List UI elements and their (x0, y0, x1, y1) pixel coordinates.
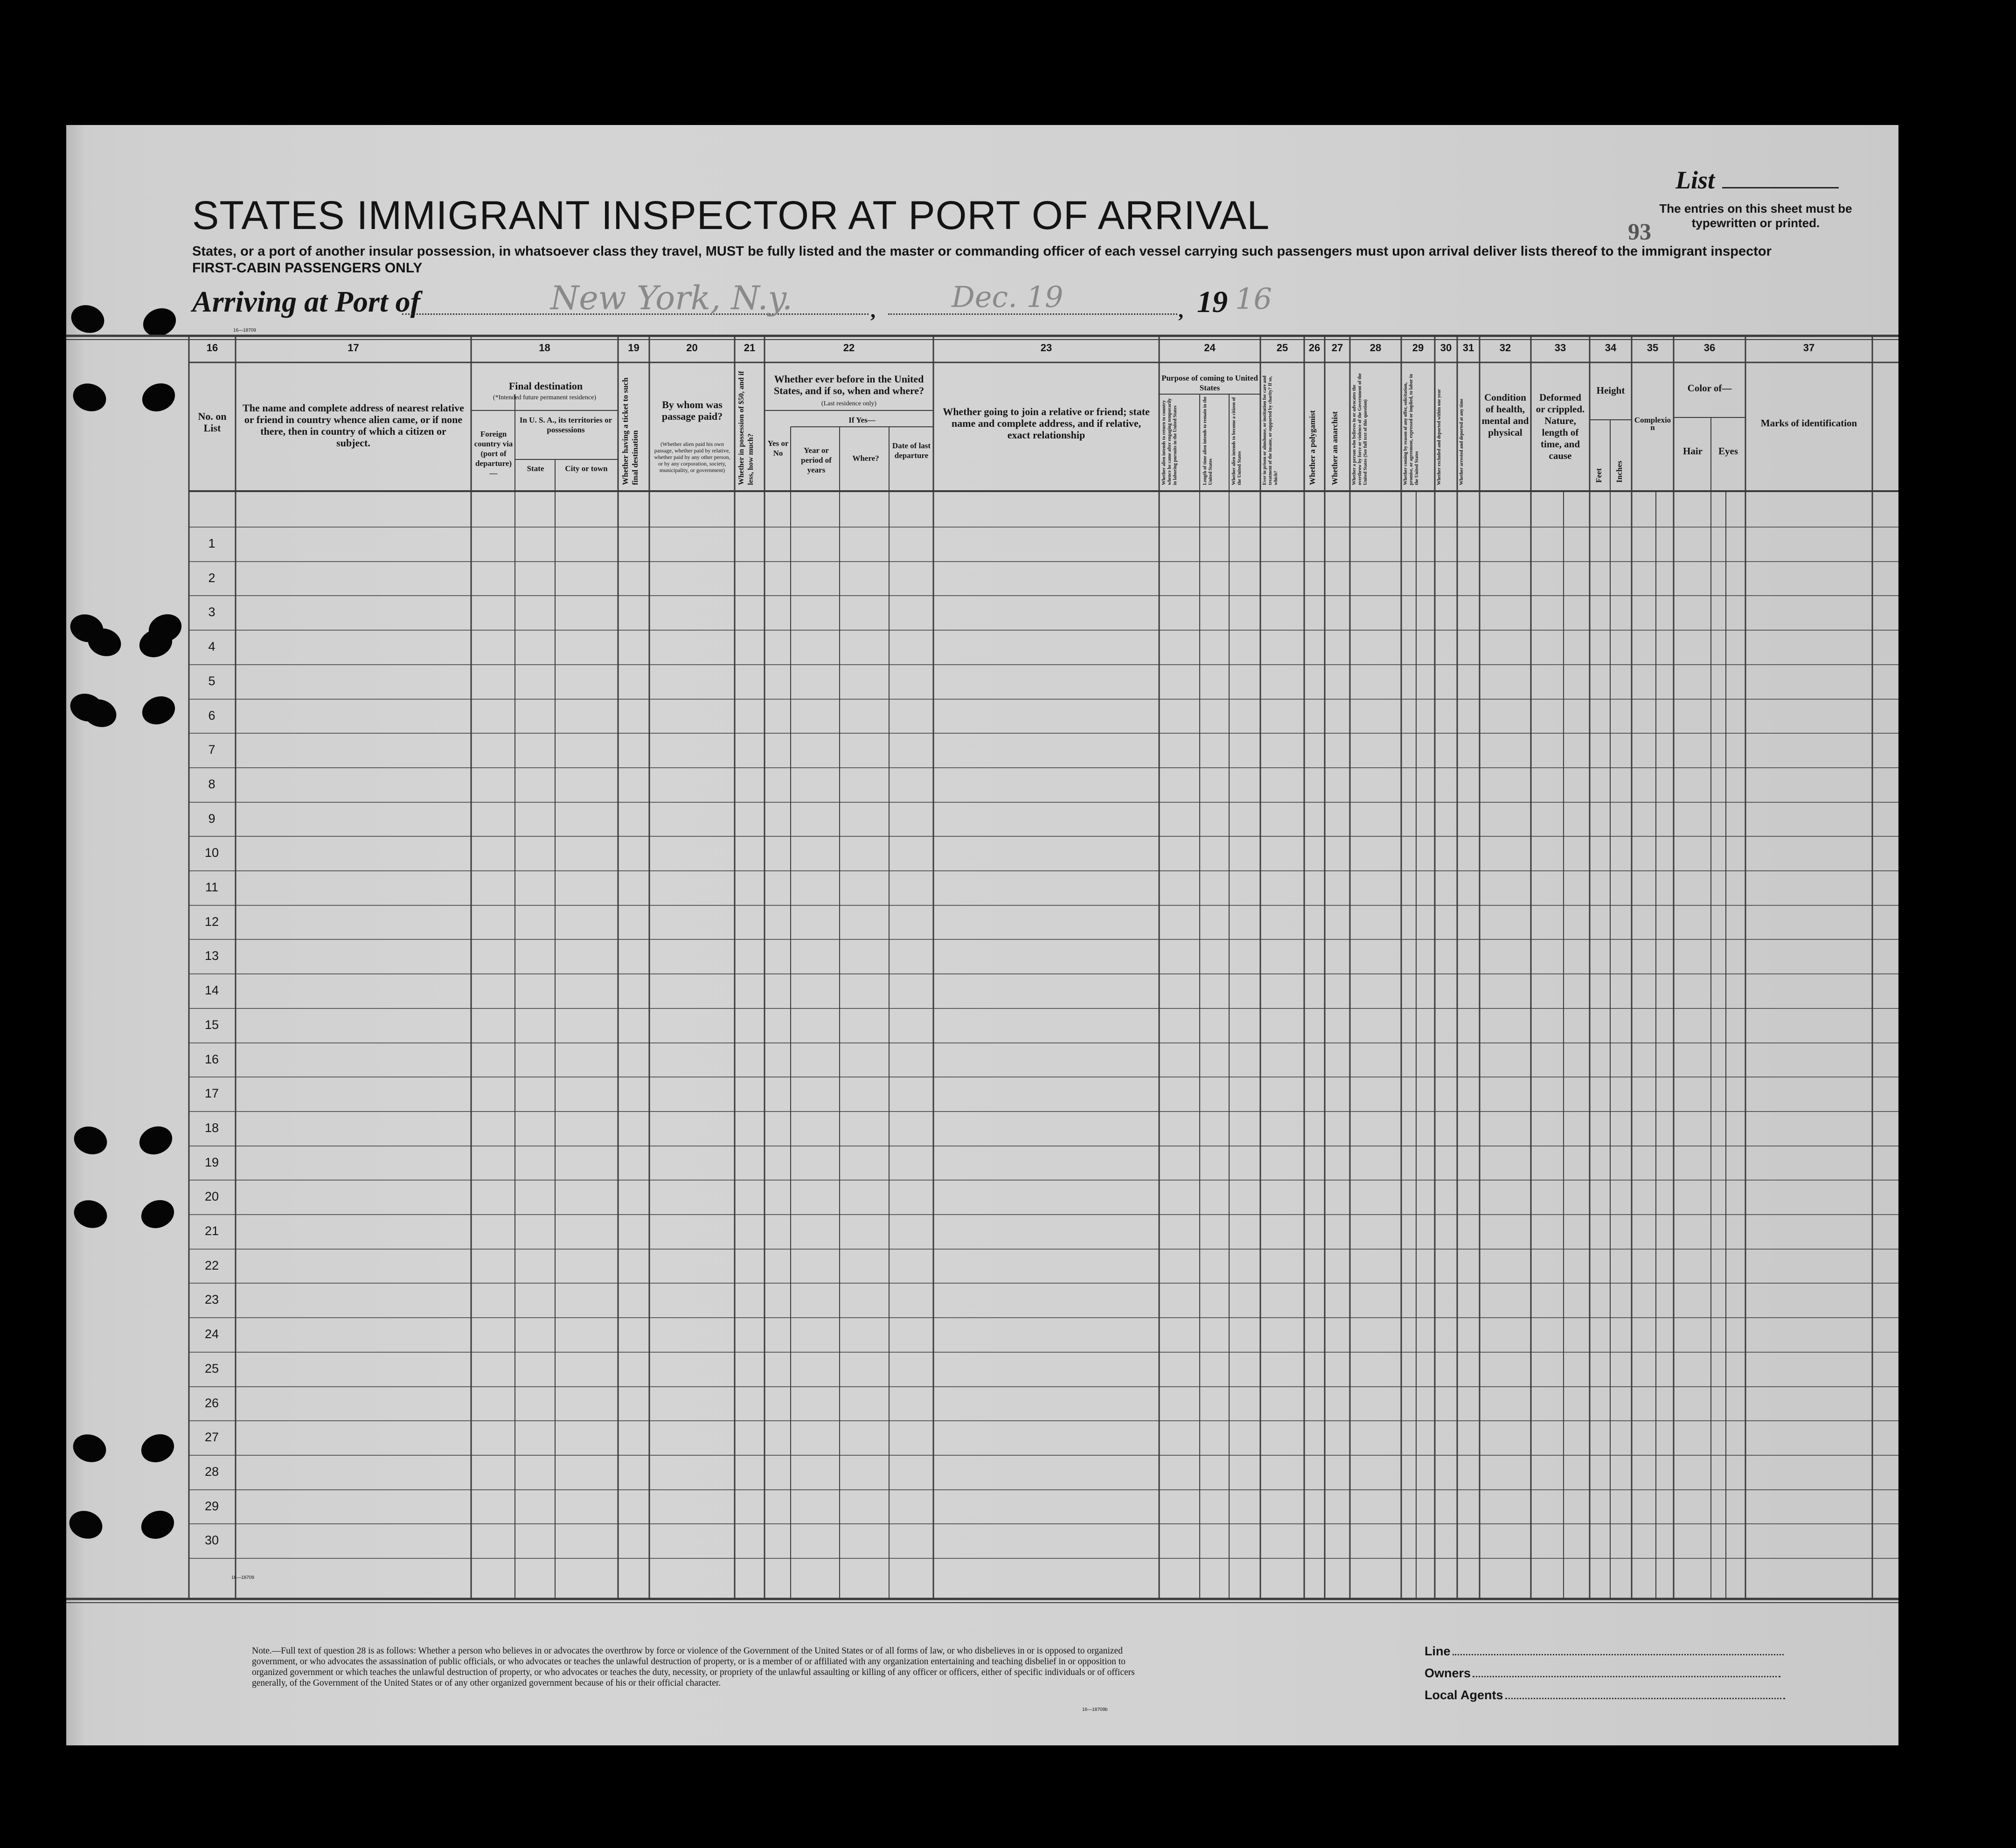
col29-header: Whether coming by reason of any offer, solicitation, promise, or agreement, expressed or implied, to labor in the United States (1403, 374, 1419, 485)
col-num-33: 33 (1554, 342, 1566, 354)
footer-note: Note.—Full text of question 28 is as follows: Whether a person who believes in or advocates the overthrow by force or violence of the Government of the United States or of all forms of law, or who disbelieves in or is opposed to organized government, or who advocates the assassination of public officials, or who advocates or teaches the unlawful destruction of property, or is a member of or affiliated with any organization entertaining and teaching disbelief in or opposition to organized government or which teaches the unlawful destruction of property, or who advocates or teaches the duty, necessity, or propriety of the unlawful assaulting or killing of any officer or officers, either of specific individuals or of officers generally, of the Government of the United States or of any other organized government because of his or their official character. (252, 1646, 1135, 1688)
agents-field (1425, 1688, 1785, 1702)
col-num-32: 32 (1499, 342, 1511, 354)
col-num-21: 21 (744, 342, 756, 354)
row-number: 14 (204, 983, 219, 997)
col-num-19: 19 (628, 342, 640, 354)
col23-header: Whether going to join a relative or friend; state name and complete address, and if relative, exact relationship (943, 406, 1150, 441)
col-num-25: 25 (1276, 342, 1288, 354)
list-label: List (1675, 166, 1839, 195)
row-number: 3 (208, 605, 216, 619)
row-number: 5 (208, 674, 216, 688)
row-number: 11 (205, 880, 219, 894)
col-num-37: 37 (1803, 342, 1815, 354)
col22-years: Year or period of years (801, 446, 832, 474)
col-num-22: 22 (843, 342, 855, 354)
col-num-27: 27 (1331, 342, 1343, 354)
row-number: 13 (204, 949, 219, 963)
agents-label: Local Agents (1425, 1688, 1503, 1702)
col19-header: Whether having a ticket to such final destination (621, 377, 640, 485)
line-label: Line (1425, 1644, 1451, 1658)
row-number: 12 (204, 915, 219, 929)
col32-header: Condition of health, mental and physical (1481, 392, 1529, 438)
owners-label: Owners (1425, 1666, 1471, 1680)
col24-header: Purpose of coming to United States (1161, 374, 1258, 392)
col17-header: The name and complete address of nearest relative or friend in country whence alien came, or if none there, then in country of which a citizen or subject. (243, 402, 464, 449)
col-num-28: 28 (1369, 342, 1382, 354)
comma: , (870, 299, 876, 322)
col18-city: City or town (565, 464, 608, 473)
page-title: STATES IMMIGRANT INSPECTOR AT PORT OF ARRIVAL (192, 193, 1270, 238)
col33-header: Deformed or crippled. Nature, length of time, and cause (1536, 392, 1585, 461)
col-num-20: 20 (686, 342, 698, 354)
footer-note-code: 16—18709b (1082, 1707, 1108, 1712)
col20-note: (Whether alien paid his own passage, whether paid by relative, whether paid by any other person, or by any corporation, society, municipality, or government) (654, 441, 730, 473)
col18-foreign: Foreign country via (port of departure)— (474, 430, 513, 478)
row-number: 10 (204, 846, 219, 860)
year-prefix: 19 (1197, 285, 1228, 319)
row-number: 22 (204, 1258, 219, 1272)
stamp-number: 93 (1628, 218, 1651, 244)
line-field (1425, 1644, 1784, 1659)
col-num-35: 35 (1647, 342, 1659, 354)
col-num-31: 31 (1462, 342, 1474, 354)
col-num-36: 36 (1703, 342, 1716, 354)
row-number: 16 (204, 1052, 219, 1066)
row-number: 30 (204, 1533, 219, 1547)
form-code: 16—18709 (233, 328, 256, 333)
row-number: 15 (204, 1018, 219, 1032)
col28-header: Whether a person who believes in or advocates the overthrow by force or violence of the Government of the United States (See full text of this question) (1352, 373, 1368, 485)
col20-header: By whom was passage paid? (661, 399, 723, 422)
row-number: 28 (204, 1465, 219, 1479)
col-num-30: 30 (1440, 342, 1452, 354)
col18-state: State (527, 464, 544, 473)
row-number: 4 (208, 639, 216, 653)
row-number: 19 (204, 1155, 219, 1169)
col35-header: Complexion (1634, 416, 1671, 432)
col34-header: Height (1596, 385, 1625, 396)
row-number: 20 (204, 1189, 219, 1203)
col18-note: (*Intended future permanent residence) (493, 394, 597, 401)
col-num-29: 29 (1412, 342, 1424, 354)
row-number: 23 (204, 1292, 219, 1306)
col-num-23: 23 (1040, 342, 1052, 354)
col22-yes-no: Yes or No (767, 439, 789, 458)
col26-header: Whether a polygamist (1308, 410, 1317, 485)
row-number: 27 (204, 1430, 219, 1444)
col36-hair: Hair (1683, 445, 1703, 457)
col22-header: Whether ever before in the United States, and if so, when and where? (773, 373, 925, 396)
col22-if-yes: If Yes— (848, 416, 876, 424)
col-num-34: 34 (1605, 342, 1617, 354)
row-number: 2 (208, 571, 216, 585)
col25-header: Ever in prison or almshouse, or institution for care and treatment of the insane, or supported by charity? If so, which? (1262, 375, 1279, 485)
col16-header: No. on List (198, 410, 227, 434)
row-number: 8 (208, 777, 216, 791)
row-number: 9 (208, 812, 216, 826)
port-handwritten: New York, N.y. (550, 279, 793, 317)
col21-header: Whether in possession of $50, and if less, how much? (737, 371, 755, 485)
row-number: 7 (208, 743, 216, 757)
row-number: 26 (204, 1396, 219, 1410)
col34-inches: Inches (1615, 460, 1624, 483)
col37-header: Marks of identification (1760, 417, 1857, 429)
row-number: 21 (204, 1224, 219, 1238)
col-num-18: 18 (539, 342, 550, 354)
row-number: 25 (204, 1362, 219, 1376)
table-form-code: 16—18709 (231, 1575, 254, 1580)
col34-feet: Feet (1594, 468, 1603, 483)
comma: , (1178, 299, 1183, 322)
owners-field (1425, 1666, 1780, 1681)
col-num-16: 16 (206, 342, 218, 354)
col30-header: Whether excluded and deported within one year (1437, 389, 1442, 485)
row-number: 18 (204, 1121, 219, 1135)
col-num-24: 24 (1204, 342, 1216, 354)
year-handwritten: 16 (1235, 282, 1272, 316)
row-number: 6 (208, 709, 216, 723)
col24-sub1: Whether alien intends to return to country whence he came after engaging temporarily in laboring pursuits in the United States (1161, 398, 1178, 485)
date-handwritten: Dec. 19 (952, 280, 1064, 314)
col18-usa: In U. S. A., its territories or possessions (519, 416, 612, 434)
col31-header: Whether arrested and deported at any time (1459, 398, 1464, 485)
entries-note: The entries on this sheet must be typewritten or printed. (1659, 201, 1852, 230)
col22-where: Where? (852, 454, 879, 463)
row-number: 17 (204, 1086, 219, 1100)
class-line: FIRST-CABIN PASSENGERS ONLY (192, 260, 423, 276)
row-number: 24 (204, 1327, 219, 1341)
col24-sub2: Length of time alien intends to remain in the United States (1203, 396, 1213, 485)
row-number: 1 (208, 536, 216, 550)
col18-header: Final destination (508, 380, 583, 392)
row-number: 29 (204, 1499, 219, 1513)
col-num-26: 26 (1308, 342, 1321, 354)
col27-header: Whether an anarchist (1330, 411, 1339, 485)
col22-note: (Last residence only) (821, 400, 877, 407)
col24-sub3: Whether alien intends to become a citizen of the United States (1231, 397, 1242, 485)
arriving-label: Arriving at Port of (192, 285, 420, 318)
intro-text: States, or a port of another insular possession, in whatsoever class they travel, MUST be fully listed and the master or commanding officer of each vessel carrying such passengers must upon arrival deliver lists thereof to the immigrant inspector (192, 244, 1772, 259)
col36-header: Color of— (1687, 382, 1732, 394)
col22-date: Date of last departure (892, 441, 931, 460)
col36-eyes: Eyes (1718, 445, 1738, 457)
col-num-17: 17 (348, 342, 359, 354)
